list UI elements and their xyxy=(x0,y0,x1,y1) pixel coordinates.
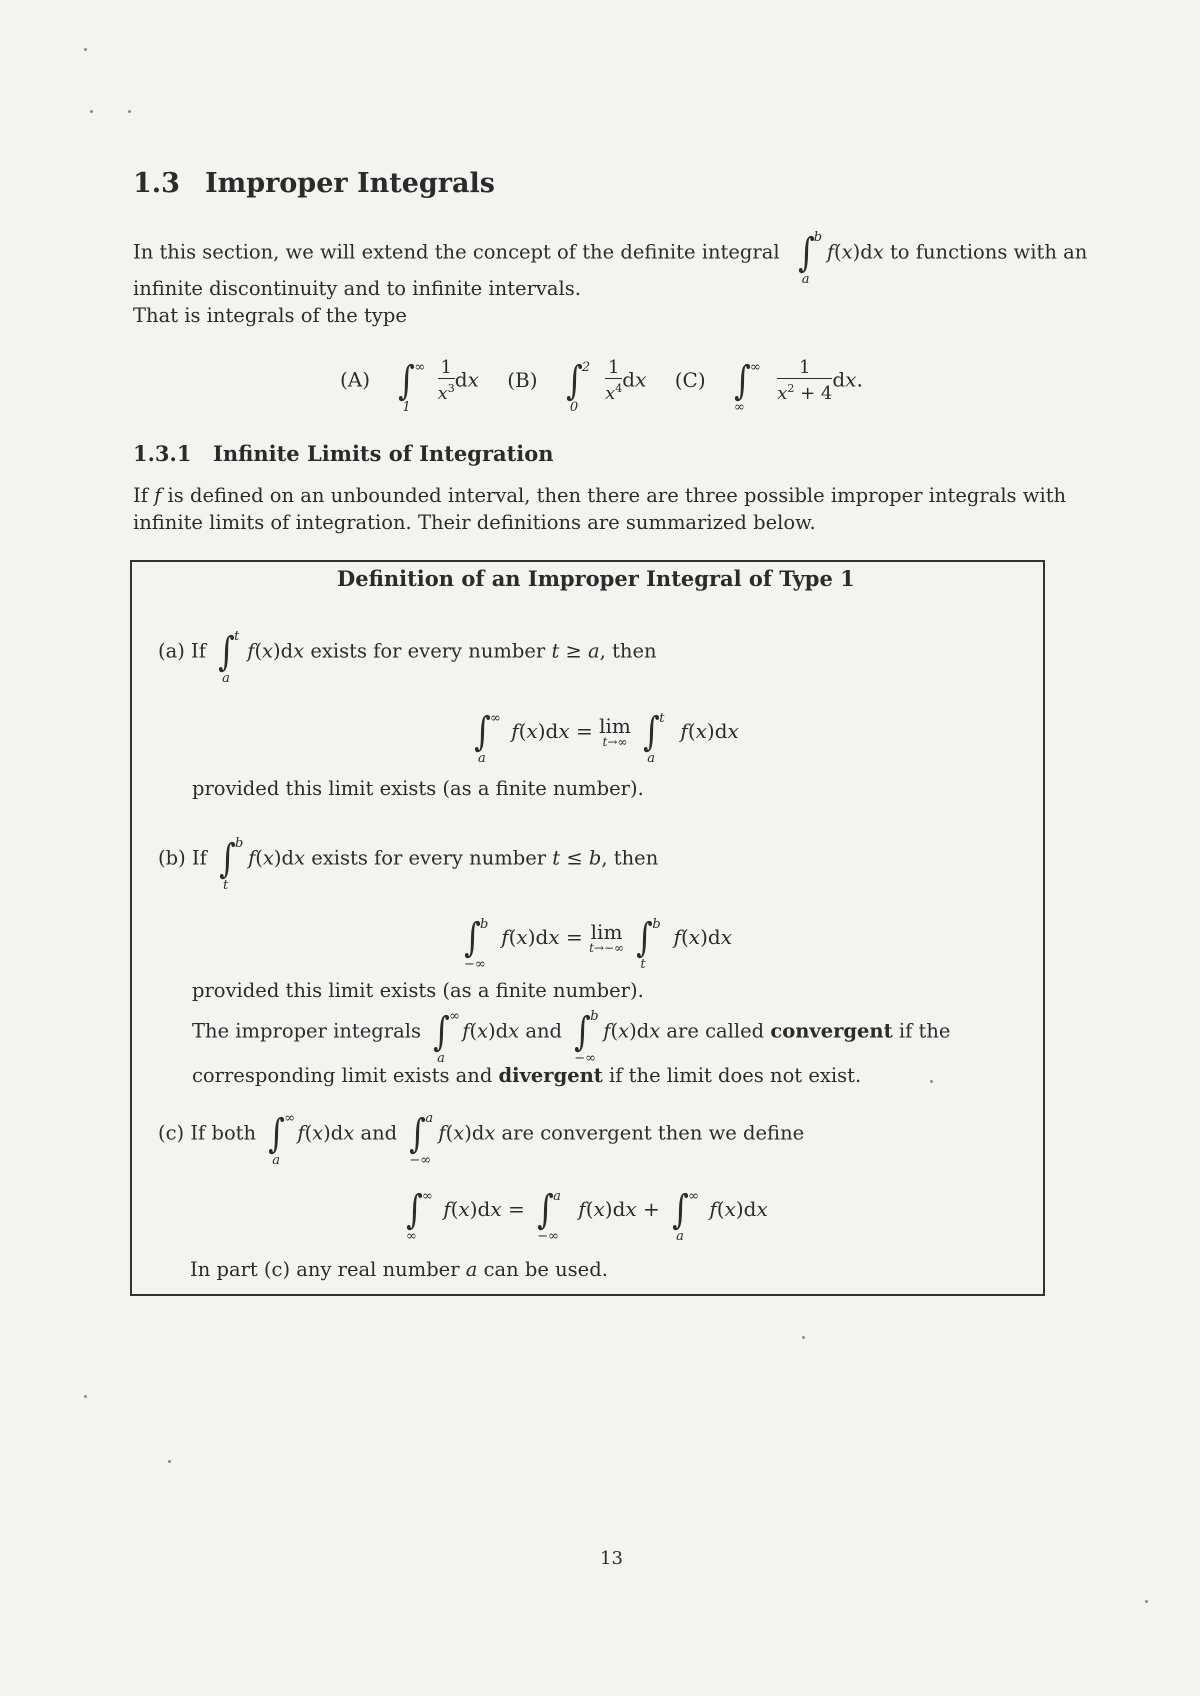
part-c-note-end: can be used. xyxy=(483,1258,608,1281)
section-heading xyxy=(133,168,495,199)
integral-symbol: ∫ 2 0 xyxy=(565,358,591,415)
subsection-paragraph-line-1: If f is defined on an unbounded interval, then there are three possible improper integrals with xyxy=(133,484,1067,507)
intro-line-2: infinite discontinuity and to infinite intervals. xyxy=(133,277,581,300)
subsection-number: 1.3.1 xyxy=(133,441,192,466)
definition-title: Definition of an Improper Integral of Type 1 xyxy=(337,566,855,591)
intro-line-1: In this section, we will extend the concept of the definite integral ∫ b a f(x)dx to functions with an xyxy=(133,230,1088,287)
integral-symbol: ∫ ∞ a xyxy=(268,1111,296,1168)
improper-integrals-text: The improper integrals xyxy=(192,1019,421,1043)
integral-symbol: ∫ a −∞ xyxy=(409,1111,434,1168)
part-a-formula: ∫ ∞ a f(x)dx = lim t→∞ ∫ t a f(x)dx xyxy=(472,712,739,752)
convergence-line-2 xyxy=(192,1063,861,1089)
part-a-provided: provided this limit exists (as a finite number). xyxy=(192,777,644,800)
part-a-then: , then xyxy=(599,639,657,663)
example-a-label: (A) xyxy=(340,367,371,392)
part-a-condition: (a) If ∫ t a f(x)dx exists for every number t ≥ a, then xyxy=(158,629,657,686)
para-rest: is defined on an unbounded interval, then there are three possible improper integrals with xyxy=(167,484,1067,507)
scan-speck xyxy=(802,1336,805,1339)
if-limit-text: if the limit does not exist. xyxy=(609,1064,862,1087)
part-c-formula: ∫ ∞ ∞ f(x)dx = ∫ a −∞ f(x)dx + ∫ ∞ a f(x)dx xyxy=(406,1187,768,1244)
corresponding-text: corresponding limit exists and xyxy=(192,1064,493,1087)
part-c-label: (c) xyxy=(158,1121,185,1145)
integral-symbol: ∫ a −∞ xyxy=(537,1187,561,1244)
subsection-heading xyxy=(133,441,554,466)
part-a-if: If xyxy=(191,639,206,663)
part-a-label: (a) xyxy=(158,639,185,663)
integral-symbol: ∫ b t xyxy=(636,915,661,972)
part-c-note: In part (c) any real number a can be used. xyxy=(190,1258,608,1281)
scan-speck xyxy=(128,110,131,113)
intro-text-after: to functions with an xyxy=(889,240,1088,264)
intro-line-3: That is integrals of the type xyxy=(133,304,407,327)
divergent-term: divergent xyxy=(498,1064,603,1087)
integral-symbol: ∫ b −∞ xyxy=(574,1009,599,1066)
part-b-exists: exists for every number xyxy=(311,846,547,870)
section-number: 1.3 xyxy=(133,168,180,199)
intro-text-before: In this section, we will extend the concept of the definite integral xyxy=(133,240,780,264)
part-c-note-text: In part (c) any real number xyxy=(190,1258,460,1281)
convergence-line-1: The improper integrals ∫ ∞ a f(x)dx and ∫ b −∞ f(x)dx are called convergent if the xyxy=(192,1009,951,1066)
integral-symbol: ∫ ∞ a xyxy=(474,709,501,766)
are-called: are called xyxy=(666,1019,765,1043)
scan-speck xyxy=(84,48,87,51)
example-integrals: (A) ∫ ∞ 1 $\frac{1}{x^3}$ dx (B) ∫ 2 0 $\frac{1}{x^4}$ dx (C) ∫ ∞ ∞ $\frac{1}{x^2 + 4}$ dx. xyxy=(340,357,863,415)
part-b-then: , then xyxy=(601,846,659,870)
part-c-and: and xyxy=(360,1121,398,1145)
part-c-if-both: If both xyxy=(190,1121,257,1145)
scan-speck xyxy=(90,110,93,113)
integral-symbol: ∫ b −∞ xyxy=(464,915,489,972)
integral-symbol: ∫ ∞ a xyxy=(433,1009,461,1066)
subsection-title: Infinite Limits of Integration xyxy=(213,441,554,466)
convergent-term: convergent xyxy=(770,1019,893,1043)
section-title: Improper Integrals xyxy=(205,168,495,199)
page-number: 13 xyxy=(600,1548,623,1569)
part-b-if: If xyxy=(191,846,207,870)
definition-box xyxy=(130,560,1045,1296)
integral-symbol: ∫ ∞ ∞ xyxy=(406,1187,433,1244)
and-word: and xyxy=(525,1019,563,1043)
part-c-condition: (c) If both ∫ ∞ a f(x)dx and ∫ a −∞ f(x)dx are convergent then we define xyxy=(158,1111,805,1168)
scan-speck xyxy=(1145,1600,1148,1603)
integral-symbol: ∫ ∞ 1 xyxy=(398,358,426,415)
part-b-label: (b) xyxy=(158,846,186,870)
para-if: If xyxy=(133,484,148,507)
scan-speck xyxy=(84,1395,87,1398)
definite-integral-symbol: ∫ b a xyxy=(797,230,823,287)
example-b-label: (B) xyxy=(507,367,538,392)
example-c-label: (C) xyxy=(674,367,706,392)
integral-symbol: ∫ t a xyxy=(643,709,665,766)
if-the: if the xyxy=(898,1019,951,1043)
scan-speck xyxy=(168,1460,171,1463)
subsection-paragraph-line-2: infinite limits of integration. Their definitions are summarized below. xyxy=(133,511,816,534)
part-b-condition: (b) If ∫ b t f(x)dx exists for every number t ≤ b, then xyxy=(158,836,659,893)
part-a-exists: exists for every number xyxy=(310,639,546,663)
integral-symbol: ∫ t a xyxy=(218,629,240,686)
integral-symbol: ∫ ∞ ∞ xyxy=(734,358,761,415)
part-c-convergent: are convergent then we define xyxy=(501,1121,805,1145)
part-b-formula: ∫ b −∞ f(x)dx = lim t→−∞ ∫ b t f(x)dx xyxy=(464,915,732,972)
integral-symbol: ∫ ∞ a xyxy=(672,1187,699,1244)
part-b-provided: provided this limit exists (as a finite number). xyxy=(192,979,644,1002)
integral-symbol: ∫ b t xyxy=(219,836,244,893)
